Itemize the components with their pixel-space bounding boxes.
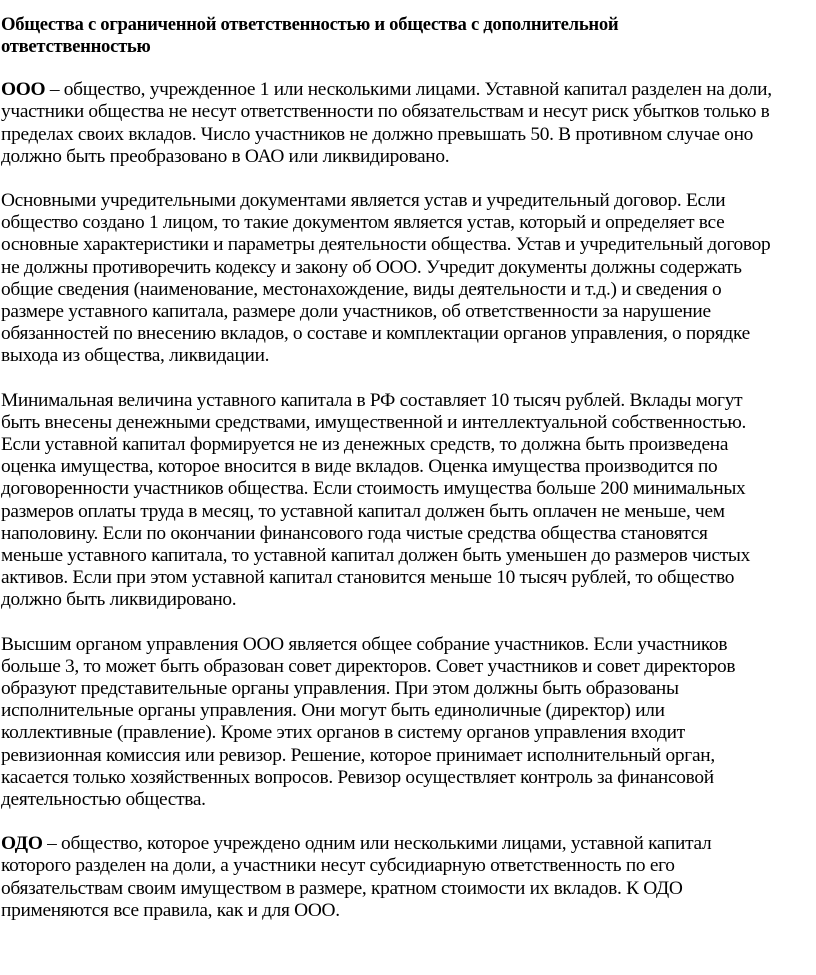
paragraph-line: размере уставного капитала, размере доли участников, об ответственности за нарушение — [1, 301, 711, 323]
document-page — [0, 14, 816, 922]
paragraph-line: быть внесены денежными средствами, имущественной и интеллектуальной собственностью. — [1, 411, 747, 433]
term-ooo: ООО — [1, 79, 46, 101]
paragraph-line: применяются все правила, как и для ООО. — [1, 899, 340, 921]
paragraph-line: должно быть преобразовано в ОАО или ликвидировано. — [1, 145, 450, 167]
paragraph-line: не должны противоречить кодексу и закону об ООО. Учредит документы должны содержать — [1, 256, 742, 278]
term-odo: ОДО — [1, 833, 43, 855]
paragraph-line: касается только хозяйственных вопросов. Ревизор осуществляет контроль за финансовой — [1, 766, 714, 788]
paragraph-line: образуют представительные органы управления. При этом должны быть образованы — [1, 678, 679, 700]
paragraph-line: пределах своих вкладов. Число участников не должно превышать 50. В противном случае оно — [1, 123, 754, 145]
paragraph-line: участники общества не несут ответственности по обязательствам и несут риск убытков только в — [1, 101, 770, 123]
paragraph-line: выхода из общества, ликвидации. — [1, 345, 270, 367]
paragraph-line: которого разделен на доли, а участники несут субсидиарную ответственность по его — [1, 855, 675, 877]
paragraph-line: ОДО – общество, которое учреждено одним или несколькими лицами, уставной капитал — [1, 833, 712, 855]
paragraph-line: должно быть ликвидировано. — [1, 589, 237, 611]
title-line: ответственностью — [1, 35, 151, 57]
paragraph-line: основные характеристики и параметры деятельности общества. Устав и учредительный договор — [1, 234, 771, 256]
paragraph-odo-definition — [0, 833, 816, 922]
paragraph-charter-capital — [0, 390, 816, 612]
paragraph-line: больше 3, то может быть образован совет директоров. Совет участников и совет директоров — [1, 655, 736, 677]
paragraph-governance — [0, 634, 816, 812]
paragraph-ooo-definition — [0, 79, 816, 168]
paragraph-line: исполнительные органы управления. Они могут быть единоличные (директор) или — [1, 700, 665, 722]
paragraph-line: договоренности участников общества. Если стоимость имущества больше 200 минимальных — [1, 478, 746, 500]
paragraph-line: Высшим органом управления ООО является общее собрание участников. Если участников — [1, 633, 728, 655]
paragraph-line: Основными учредительными документами является устав и учредительный договор. Если — [1, 190, 726, 211]
paragraph-line: деятельностью общества. — [1, 789, 206, 811]
paragraph-line: оценка имущества, которое вносится в виде вкладов. Оценка имущества производится по — [1, 456, 718, 478]
paragraph-line: ревизионная комиссия или ревизор. Решение, которое принимает исполнительный орган, — [1, 744, 715, 766]
paragraph-line: наполовину. Если по окончании финансового года чистые средства общества становятся — [1, 522, 708, 544]
paragraph-line: обязанностей по внесению вкладов, о составе и комплектации органов управления, о порядке — [1, 323, 750, 345]
paragraph-line: активов. Если при этом уставной капитал становится меньше 10 тысяч рублей, то общество — [1, 567, 735, 589]
paragraph-line: меньше уставного капитала, то уставной капитал должен быть уменьшен до размеров чистых — [1, 545, 751, 567]
paragraph-line: коллективные (правление). Кроме этих органов в систему органов управления входит — [1, 722, 685, 744]
paragraph-line: общие сведения (наименование, местонахождение, виды деятельности и т.д.) и сведения о — [1, 278, 722, 300]
paragraph-line: Минимальная величина уставного капитала в РФ составляет 10 тысяч рублей. Вклады могут — [1, 389, 743, 411]
paragraph-line: ООО – общество, учрежденное 1 или несколькими лицами. Уставной капитал разделен на доли, — [1, 79, 772, 101]
document-title — [0, 14, 816, 57]
paragraph-line: обязательствам своим имуществом в размере, кратном стоимости их вкладов. К ОДО — [1, 877, 683, 899]
title-line: Общества с ограниченной ответственностью и общества с дополнительной — [1, 14, 619, 35]
paragraph-line: Если уставной капитал формируется не из денежных средств, то должна быть произведена — [1, 434, 729, 456]
paragraph-line: размеров оплаты труда в месяц, то уставной капитал должен быть оплачен не меньше, чем — [1, 500, 725, 522]
paragraph-line: общество создано 1 лицом, то такие документом является устав, который и определяет все — [1, 212, 725, 234]
paragraph-founding-documents — [0, 190, 816, 368]
